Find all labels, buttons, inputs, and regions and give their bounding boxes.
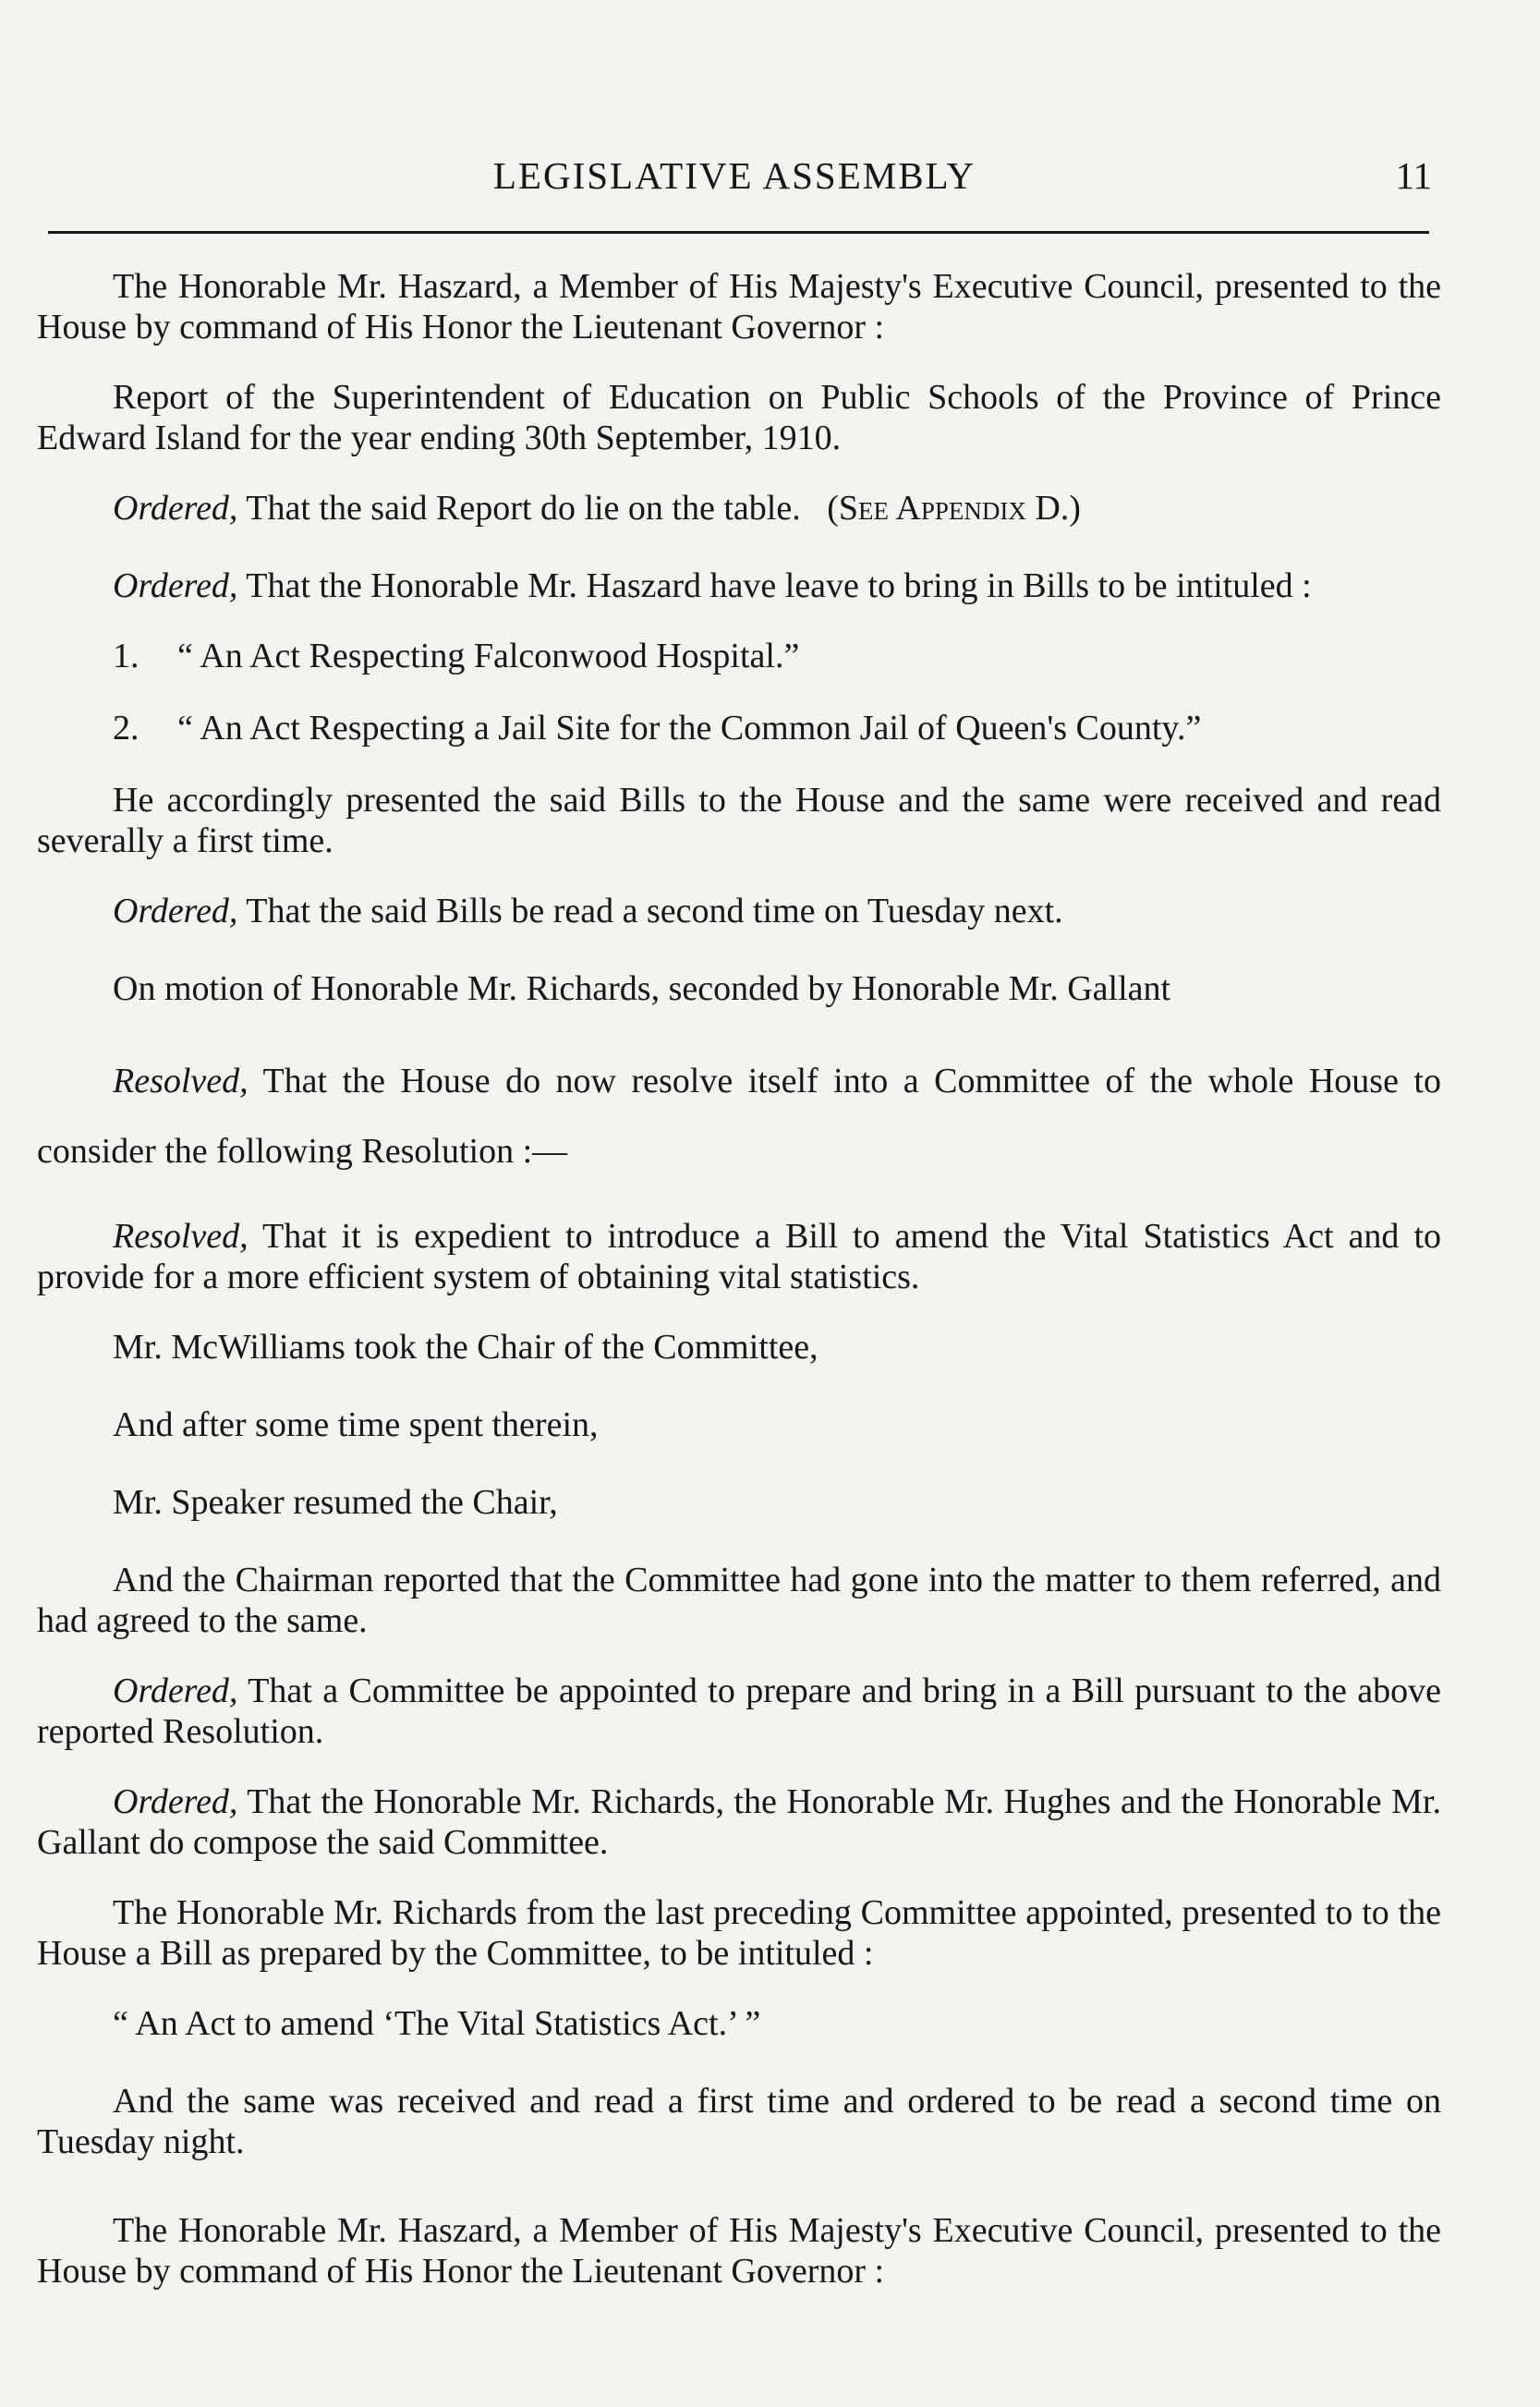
paragraph-text: “ An Act to amend ‘The Vital Statistics Act.’ ” [113, 2004, 761, 2043]
paragraph [37, 377, 1441, 458]
paragraph [37, 1327, 1441, 1368]
paragraph [37, 1892, 1441, 1974]
paragraph-text: And the Chairman reported that the Committee had gone into the matter to them referred, and had agreed to the same. [37, 1561, 1441, 1640]
paragraph [37, 2210, 1441, 2292]
list-item [37, 708, 1441, 748]
header-rule [48, 231, 1429, 234]
paragraph [37, 1671, 1441, 1752]
paragraph [37, 968, 1441, 1009]
paragraph [37, 488, 1441, 529]
paragraph-text: That the said Bills be read a second time on Tuesday next. [237, 892, 1063, 930]
paragraph [37, 565, 1441, 606]
page-number: 11 [1395, 154, 1432, 197]
paragraph-text: That a Committee be appointed to prepare and bring in a Bill pursuant to the above reported Resolution. [37, 1672, 1441, 1751]
paragraph [37, 1781, 1441, 1863]
running-title: LEGISLATIVE ASSEMBLY [492, 154, 976, 197]
paragraph [37, 2003, 1441, 2044]
paragraph [37, 891, 1441, 931]
paragraph-text: The Honorable Mr. Richards from the last preceding Committee appointed, presented to to the House a Bill as prepared by the Committee, to be intituled : [37, 1893, 1441, 1973]
paragraph-text: That the Honorable Mr. Haszard have leave to bring in Bills to be intituled : [237, 566, 1312, 605]
paragraph-text: Mr. McWilliams took the Chair of the Committee, [113, 1328, 819, 1367]
paragraph-text: He accordingly presented the said Bills to the House and the same were received and read severally a first time. [37, 781, 1441, 860]
document-body [37, 266, 1441, 2321]
lead-word: Ordered, [113, 489, 238, 528]
lead-word: Resolved, [113, 1062, 249, 1100]
item-text: “ An Act Respecting Falconwood Hospital.” [177, 637, 800, 675]
item-number: 1. [113, 637, 139, 675]
page-header [37, 153, 1432, 209]
paragraph [37, 2081, 1441, 2162]
paragraph-text: That the said Report do lie on the table. [237, 489, 801, 528]
paragraph-text: The Honorable Mr. Haszard, a Member of His Majesty's Executive Council, presented to the House by command of His Honor the Lieutenant Governor : [37, 2211, 1441, 2291]
list-item [37, 636, 1441, 676]
paragraph-text: The Honorable Mr. Haszard, a Member of His Majesty's Executive Council, presented to the House by command of His Honor the Lieutenant Governor : [37, 267, 1441, 346]
lead-word: Ordered, [113, 892, 238, 930]
paragraph-text: Mr. Speaker resumed the Chair, [113, 1483, 558, 1522]
paragraph [37, 1482, 1441, 1523]
lead-word: Ordered, [113, 566, 238, 605]
paragraph [37, 1560, 1441, 1641]
paragraph-text: That it is expedient to introduce a Bill to amend the Vital Statistics Act and to provide for a more efficient system of obtaining vital statistics. [37, 1217, 1441, 1296]
item-number: 2. [113, 709, 139, 748]
lead-word: Resolved, [113, 1217, 249, 1256]
paragraph-text: On motion of Honorable Mr. Richards, seconded by Honorable Mr. Gallant [113, 969, 1171, 1008]
paragraph [37, 1404, 1441, 1445]
paragraph-text: And after some time spent therein, [113, 1405, 599, 1444]
appendix-reference: (See Appendix D.) [827, 489, 1081, 528]
lead-word: Ordered, [113, 1672, 238, 1710]
paragraph [37, 266, 1441, 347]
item-text: “ An Act Respecting a Jail Site for the Common Jail of Queen's County.” [177, 709, 1202, 748]
paragraph [37, 1046, 1441, 1186]
paragraph-text: And the same was received and read a first time and ordered to be read a second time on Tuesday night. [37, 2082, 1441, 2161]
paragraph-text: That the Honorable Mr. Richards, the Honorable Mr. Hughes and the Honorable Mr. Gallant do compose the said Committee. [37, 1782, 1441, 1862]
paragraph [37, 780, 1441, 861]
lead-word: Ordered, [113, 1782, 238, 1821]
paragraph-text: Report of the Superintendent of Education on Public Schools of the Province of Prince Edward Island for the year ending 30th September, 1910. [37, 378, 1441, 457]
paragraph-text: That the House do now resolve itself into a Committee of the whole House to consider the following Resolution :— [37, 1062, 1441, 1171]
paragraph [37, 1216, 1441, 1297]
